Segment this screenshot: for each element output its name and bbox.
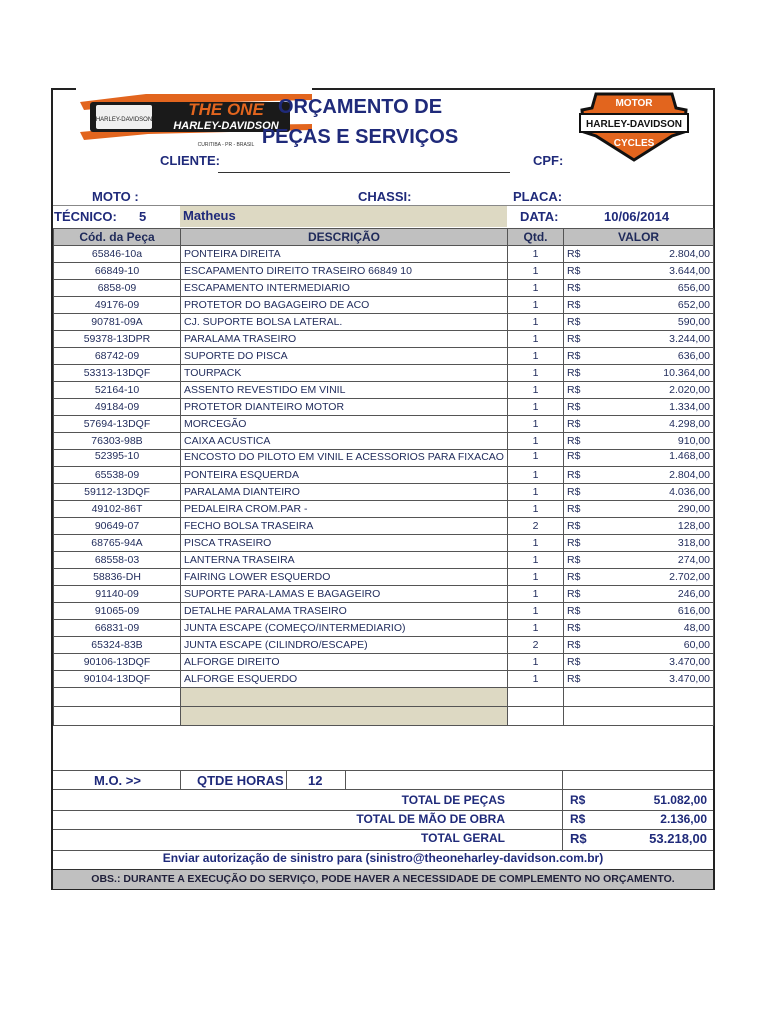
harley-davidson-shield-logo	[576, 88, 692, 164]
table-row	[54, 501, 714, 518]
item-value: 318,00	[586, 535, 714, 552]
obs-note: OBS.: DURANTE A EXECUÇÃO DO SERVIÇO, PODE HAVER A NECESSIDADE DE COMPLEMENTO NO ORÇAMENTO.	[53, 869, 713, 889]
item-description: ALFORGE DIREITO	[181, 654, 508, 671]
item-description: PISCA TRASEIRO	[181, 535, 508, 552]
item-value: 616,00	[586, 603, 714, 620]
item-code: 59378-13DPR	[54, 331, 181, 348]
item-currency: R$	[564, 484, 586, 501]
item-value: 4.298,00	[586, 416, 714, 433]
item-currency: R$	[564, 586, 586, 603]
item-description: SUPORTE DO PISCA	[181, 348, 508, 365]
items-table	[53, 228, 714, 726]
item-currency: R$	[564, 467, 586, 484]
item-value: 3.644,00	[586, 263, 714, 280]
labor-row	[53, 770, 713, 790]
empty-cell[interactable]	[181, 688, 508, 707]
item-value: 2.804,00	[586, 246, 714, 263]
item-value: 60,00	[586, 637, 714, 654]
total-geral-currency: R$	[570, 831, 587, 846]
table-row	[54, 416, 714, 433]
item-qty: 1	[508, 552, 564, 569]
item-currency: R$	[564, 331, 586, 348]
placa-label: PLACA:	[513, 189, 563, 204]
item-description: TOURPACK	[181, 365, 508, 382]
item-qty: 1	[508, 569, 564, 586]
item-value: 48,00	[586, 620, 714, 637]
table-row	[54, 365, 714, 382]
item-code: 65846-10a	[54, 246, 181, 263]
item-qty: 1	[508, 671, 564, 688]
chassi-label: CHASSI:	[358, 189, 412, 204]
item-currency: R$	[564, 450, 586, 467]
item-description: PROTETOR DIANTEIRO MOTOR	[181, 399, 508, 416]
item-code: 49102-86T	[54, 501, 181, 518]
table-row	[54, 552, 714, 569]
item-currency: R$	[564, 314, 586, 331]
item-value: 652,00	[586, 297, 714, 314]
item-currency: R$	[564, 518, 586, 535]
item-description: PARALAMA DIANTEIRO	[181, 484, 508, 501]
empty-cell[interactable]	[564, 688, 586, 707]
item-qty: 2	[508, 518, 564, 535]
item-code: 66831-09	[54, 620, 181, 637]
item-code: 52395-10	[54, 450, 181, 467]
qtde-horas-value: 12	[308, 773, 323, 788]
moto-label: MOTO :	[92, 189, 139, 204]
item-code: 68765-94A	[54, 535, 181, 552]
item-value: 1.468,00	[586, 450, 714, 467]
item-currency: R$	[564, 382, 586, 399]
cpf-label: CPF:	[533, 153, 564, 168]
empty-cell[interactable]	[508, 707, 564, 726]
item-currency: R$	[564, 246, 586, 263]
item-currency: R$	[564, 552, 586, 569]
item-code: 52164-10	[54, 382, 181, 399]
item-description: CJ. SUPORTE BOLSA LATERAL.	[181, 314, 508, 331]
item-value: 10.364,00	[586, 365, 714, 382]
table-row	[54, 637, 714, 654]
item-code: 53313-13DQF	[54, 365, 181, 382]
empty-cell[interactable]	[586, 707, 714, 726]
item-description: CAIXA ACUSTICA	[181, 433, 508, 450]
table-row	[54, 348, 714, 365]
table-row	[54, 399, 714, 416]
table-row	[54, 297, 714, 314]
item-code: 59112-13DQF	[54, 484, 181, 501]
table-row	[54, 246, 714, 263]
item-code: 6858-09	[54, 280, 181, 297]
item-qty: 1	[508, 467, 564, 484]
item-code: 76303-98B	[54, 433, 181, 450]
item-value: 2.702,00	[586, 569, 714, 586]
item-currency: R$	[564, 671, 586, 688]
item-description: FAIRING LOWER ESQUERDO	[181, 569, 508, 586]
table-row	[54, 280, 714, 297]
item-value: 1.334,00	[586, 399, 714, 416]
table-row	[54, 535, 714, 552]
item-value: 290,00	[586, 501, 714, 518]
item-code: 68742-09	[54, 348, 181, 365]
item-value: 3.244,00	[586, 331, 714, 348]
item-currency: R$	[564, 280, 586, 297]
item-qty: 1	[508, 280, 564, 297]
empty-cell[interactable]	[508, 688, 564, 707]
svg-text:HARLEY-DAVIDSON: HARLEY-DAVIDSON	[586, 119, 682, 130]
table-row	[54, 314, 714, 331]
item-description: DETALHE PARALAMA TRASEIRO	[181, 603, 508, 620]
item-currency: R$	[564, 654, 586, 671]
item-value: 3.470,00	[586, 671, 714, 688]
item-qty: 1	[508, 246, 564, 263]
item-qty: 1	[508, 450, 564, 467]
empty-cell[interactable]	[54, 707, 181, 726]
authorization-note: Enviar autorização de sinistro para (sinistro@theoneharley-davidson.com.br)	[162, 851, 604, 865]
item-qty: 1	[508, 484, 564, 501]
empty-cell[interactable]	[54, 688, 181, 707]
item-currency: R$	[564, 263, 586, 280]
item-code: 57694-13DQF	[54, 416, 181, 433]
table-row	[54, 586, 714, 603]
data-value: 10/06/2014	[604, 209, 670, 224]
item-currency: R$	[564, 637, 586, 654]
item-code: 90781-09A	[54, 314, 181, 331]
item-currency: R$	[564, 365, 586, 382]
item-code: 49176-09	[54, 297, 181, 314]
item-value: 4.036,00	[586, 484, 714, 501]
table-row	[54, 569, 714, 586]
table-row	[54, 484, 714, 501]
header-value: VALOR	[564, 229, 714, 246]
item-description: JUNTA ESCAPE (CILINDRO/ESCAPE)	[181, 637, 508, 654]
data-label: DATA:	[520, 209, 559, 224]
table-row	[54, 518, 714, 535]
item-description: LANTERNA TRASEIRA	[181, 552, 508, 569]
table-row	[54, 263, 714, 280]
table-row	[54, 382, 714, 399]
total-geral-label: TOTAL GERAL	[421, 831, 505, 845]
item-currency: R$	[564, 416, 586, 433]
item-qty: 1	[508, 297, 564, 314]
item-value: 2.804,00	[586, 467, 714, 484]
item-value: 590,00	[586, 314, 714, 331]
item-code: 90104-13DQF	[54, 671, 181, 688]
empty-row	[54, 707, 714, 726]
table-row	[54, 671, 714, 688]
item-code: 68558-03	[54, 552, 181, 569]
item-currency: R$	[564, 399, 586, 416]
item-qty: 1	[508, 314, 564, 331]
item-qty: 1	[508, 365, 564, 382]
table-header-row	[54, 229, 714, 246]
item-qty: 1	[508, 433, 564, 450]
table-row	[54, 450, 714, 467]
item-qty: 1	[508, 399, 564, 416]
item-qty: 1	[508, 620, 564, 637]
item-value: 636,00	[586, 348, 714, 365]
item-currency: R$	[564, 501, 586, 518]
tecnico-label: TÉCNICO:	[54, 209, 117, 224]
item-description: ESCAPAMENTO DIREITO TRASEIRO 66849 10	[181, 263, 508, 280]
item-description: PONTEIRA DIREITA	[181, 246, 508, 263]
empty-cell[interactable]	[586, 688, 714, 707]
item-currency: R$	[564, 620, 586, 637]
header-code: Cód. da Peça	[54, 229, 181, 246]
item-qty: 1	[508, 654, 564, 671]
svg-text:CURITIBA - PR - BRASIL: CURITIBA - PR - BRASIL	[197, 142, 255, 148]
item-code: 90106-13DQF	[54, 654, 181, 671]
item-currency: R$	[564, 535, 586, 552]
item-description: JUNTA ESCAPE (COMEÇO/INTERMEDIARIO)	[181, 620, 508, 637]
item-code: 91140-09	[54, 586, 181, 603]
page-title: ORÇAMENTO DE PEÇAS E SERVIÇOS	[261, 96, 459, 148]
empty-row	[54, 688, 714, 707]
item-description: ALFORGE ESQUERDO	[181, 671, 508, 688]
item-value: 910,00	[586, 433, 714, 450]
item-code: 49184-09	[54, 399, 181, 416]
item-qty: 1	[508, 348, 564, 365]
item-value: 246,00	[586, 586, 714, 603]
item-qty: 1	[508, 501, 564, 518]
item-value: 3.470,00	[586, 654, 714, 671]
item-code: 58836-DH	[54, 569, 181, 586]
item-qty: 1	[508, 331, 564, 348]
item-value: 274,00	[586, 552, 714, 569]
tecnico-name: Matheus	[183, 208, 236, 223]
mo-label: M.O. >>	[94, 773, 141, 788]
item-qty: 1	[508, 535, 564, 552]
cliente-label: CLIENTE:	[160, 153, 220, 168]
item-qty: 1	[508, 416, 564, 433]
item-currency: R$	[564, 603, 586, 620]
empty-cell[interactable]	[181, 707, 508, 726]
table-row	[54, 433, 714, 450]
item-description: PONTEIRA ESQUERDA	[181, 467, 508, 484]
item-code: 65324-83B	[54, 637, 181, 654]
qtde-horas-label: QTDE HORAS	[197, 773, 284, 788]
total-pecas-label: TOTAL DE PEÇAS	[401, 793, 505, 807]
item-description: SUPORTE PARA-LAMAS E BAGAGEIRO	[181, 586, 508, 603]
item-code: 66849-10	[54, 263, 181, 280]
item-description: PEDALEIRA CROM.PAR -	[181, 501, 508, 518]
item-description: FECHO BOLSA TRASEIRA	[181, 518, 508, 535]
cliente-field[interactable]	[218, 172, 510, 173]
item-currency: R$	[564, 433, 586, 450]
total-mao-obra-label: TOTAL DE MÃO DE OBRA	[356, 812, 505, 826]
item-qty: 1	[508, 603, 564, 620]
item-description: ENCOSTO DO PILOTO EM VINIL E ACESSORIOS PARA FIXACAO	[181, 450, 508, 467]
table-row	[54, 603, 714, 620]
table-row	[54, 620, 714, 637]
svg-text:MOTOR: MOTOR	[615, 98, 653, 109]
item-qty: 2	[508, 637, 564, 654]
item-description: PARALAMA TRASEIRO	[181, 331, 508, 348]
item-code: 65538-09	[54, 467, 181, 484]
total-mao-obra-value: 2.136,00	[660, 812, 707, 826]
total-mao-obra-currency: R$	[570, 812, 586, 826]
svg-text:CYCLES: CYCLES	[613, 138, 655, 149]
item-description: ASSENTO REVESTIDO EM VINIL	[181, 382, 508, 399]
tecnico-number: 5	[139, 209, 147, 224]
table-row	[54, 467, 714, 484]
item-qty: 1	[508, 263, 564, 280]
item-description: PROTETOR DO BAGAGEIRO DE ACO	[181, 297, 508, 314]
item-code: 90649-07	[54, 518, 181, 535]
svg-text:THE ONE: THE ONE	[188, 100, 264, 119]
item-qty: 1	[508, 586, 564, 603]
empty-cell[interactable]	[564, 707, 586, 726]
svg-text:HARLEY-DAVIDSON: HARLEY-DAVIDSON	[173, 120, 279, 132]
item-description: ESCAPAMENTO INTERMEDIARIO	[181, 280, 508, 297]
total-geral-value: 53.218,00	[649, 831, 707, 846]
item-currency: R$	[564, 297, 586, 314]
header-description: DESCRIÇÃO	[181, 229, 508, 246]
table-row	[54, 654, 714, 671]
total-pecas-currency: R$	[570, 793, 586, 807]
svg-text:HARLEY-DAVIDSON: HARLEY-DAVIDSON	[95, 117, 153, 123]
item-value: 2.020,00	[586, 382, 714, 399]
item-qty: 1	[508, 382, 564, 399]
item-value: 128,00	[586, 518, 714, 535]
total-pecas-value: 51.082,00	[653, 793, 707, 807]
item-description: MORCEGÃO	[181, 416, 508, 433]
item-currency: R$	[564, 569, 586, 586]
item-currency: R$	[564, 348, 586, 365]
item-code: 91065-09	[54, 603, 181, 620]
item-value: 656,00	[586, 280, 714, 297]
header-qty: Qtd.	[508, 229, 564, 246]
table-row	[54, 331, 714, 348]
